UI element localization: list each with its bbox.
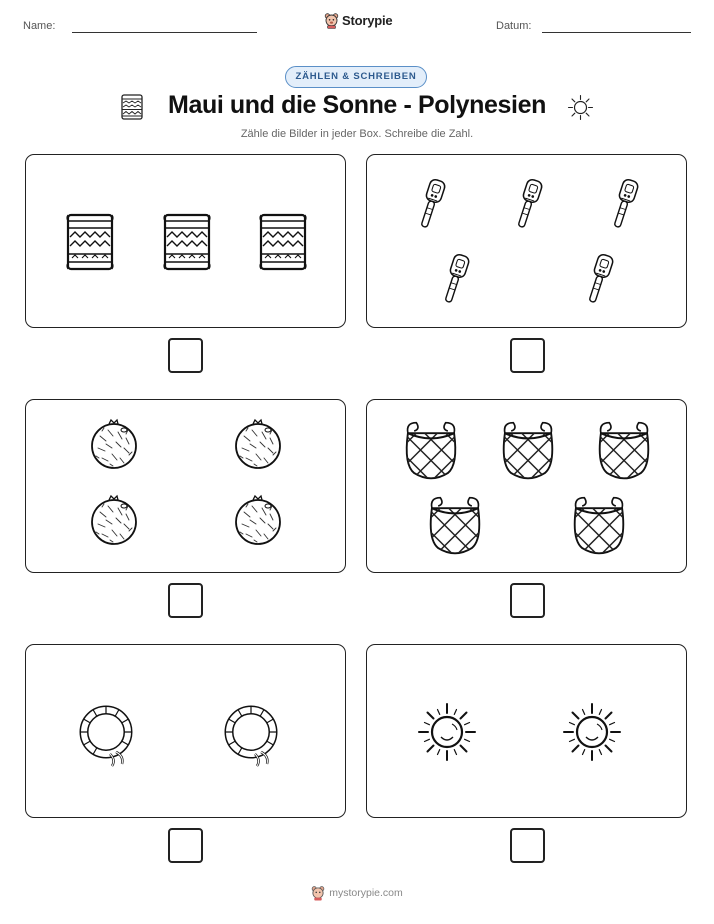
instructions: Zähle die Bilder in jeder Box. Schreibe die Zahl. (240, 128, 474, 140)
fishing-net-bag-icon (572, 408, 677, 513)
carved-paddle-group (367, 155, 688, 329)
fishing-net-bag-icon (379, 408, 484, 513)
coconut-icon (236, 496, 280, 544)
footer-url: mystorypie.com (329, 887, 403, 899)
rope-ring-icon (80, 706, 132, 766)
coconut-icon (92, 420, 136, 468)
tapa-cloth-icon (67, 215, 113, 269)
carved-paddle-icon (585, 253, 614, 304)
answer-box-sun[interactable] (510, 828, 545, 863)
sun-icon (567, 94, 594, 121)
tapa-cloth-icon (121, 94, 143, 120)
answer-box-rope-ring[interactable] (168, 828, 203, 863)
count-box-carved-paddle (366, 154, 687, 328)
category-badge: ZÄHLEN & SCHREIBEN (285, 66, 427, 88)
fishing-net-bag-icon (547, 483, 652, 574)
rope-ring-icon (225, 706, 277, 766)
count-box-sun (366, 644, 687, 818)
tapa-cloth-group (26, 155, 347, 329)
answer-box-coconut[interactable] (168, 583, 203, 618)
coconut-group (26, 400, 347, 574)
count-box-fishing-net-bag (366, 399, 687, 573)
sun-icon (564, 704, 620, 760)
bear-icon (311, 885, 325, 901)
tapa-cloth-icon (260, 215, 306, 269)
date-label: Datum: (496, 20, 532, 32)
fishing-net-bag-icon (476, 408, 581, 513)
date-line[interactable] (542, 32, 691, 33)
carved-paddle-icon (514, 178, 543, 229)
brand-logo (324, 12, 392, 29)
carved-paddle-icon (417, 178, 446, 229)
fishing-net-bag-group (367, 400, 688, 574)
name-line[interactable] (72, 32, 257, 33)
count-box-coconut (25, 399, 346, 573)
coconut-icon (236, 420, 280, 468)
fishing-net-bag-icon (403, 483, 508, 574)
name-label: Name: (23, 20, 56, 32)
carved-paddle-icon (610, 178, 639, 229)
answer-box-tapa-cloth[interactable] (168, 338, 203, 373)
footer (0, 885, 714, 901)
coconut-icon (92, 496, 136, 544)
sun-icon (419, 704, 475, 760)
count-box-rope-ring (25, 644, 346, 818)
sun-group (367, 645, 688, 819)
rope-ring-group (26, 645, 347, 819)
tapa-cloth-icon (164, 215, 210, 269)
brand-name: Storypie (342, 13, 393, 28)
answer-box-fishing-net-bag[interactable] (510, 583, 545, 618)
carved-paddle-icon (441, 253, 470, 304)
page-title: Maui und die Sonne - Polynesien (168, 91, 546, 119)
answer-box-carved-paddle[interactable] (510, 338, 545, 373)
count-box-tapa-cloth (25, 154, 346, 328)
bear-icon (324, 12, 339, 29)
